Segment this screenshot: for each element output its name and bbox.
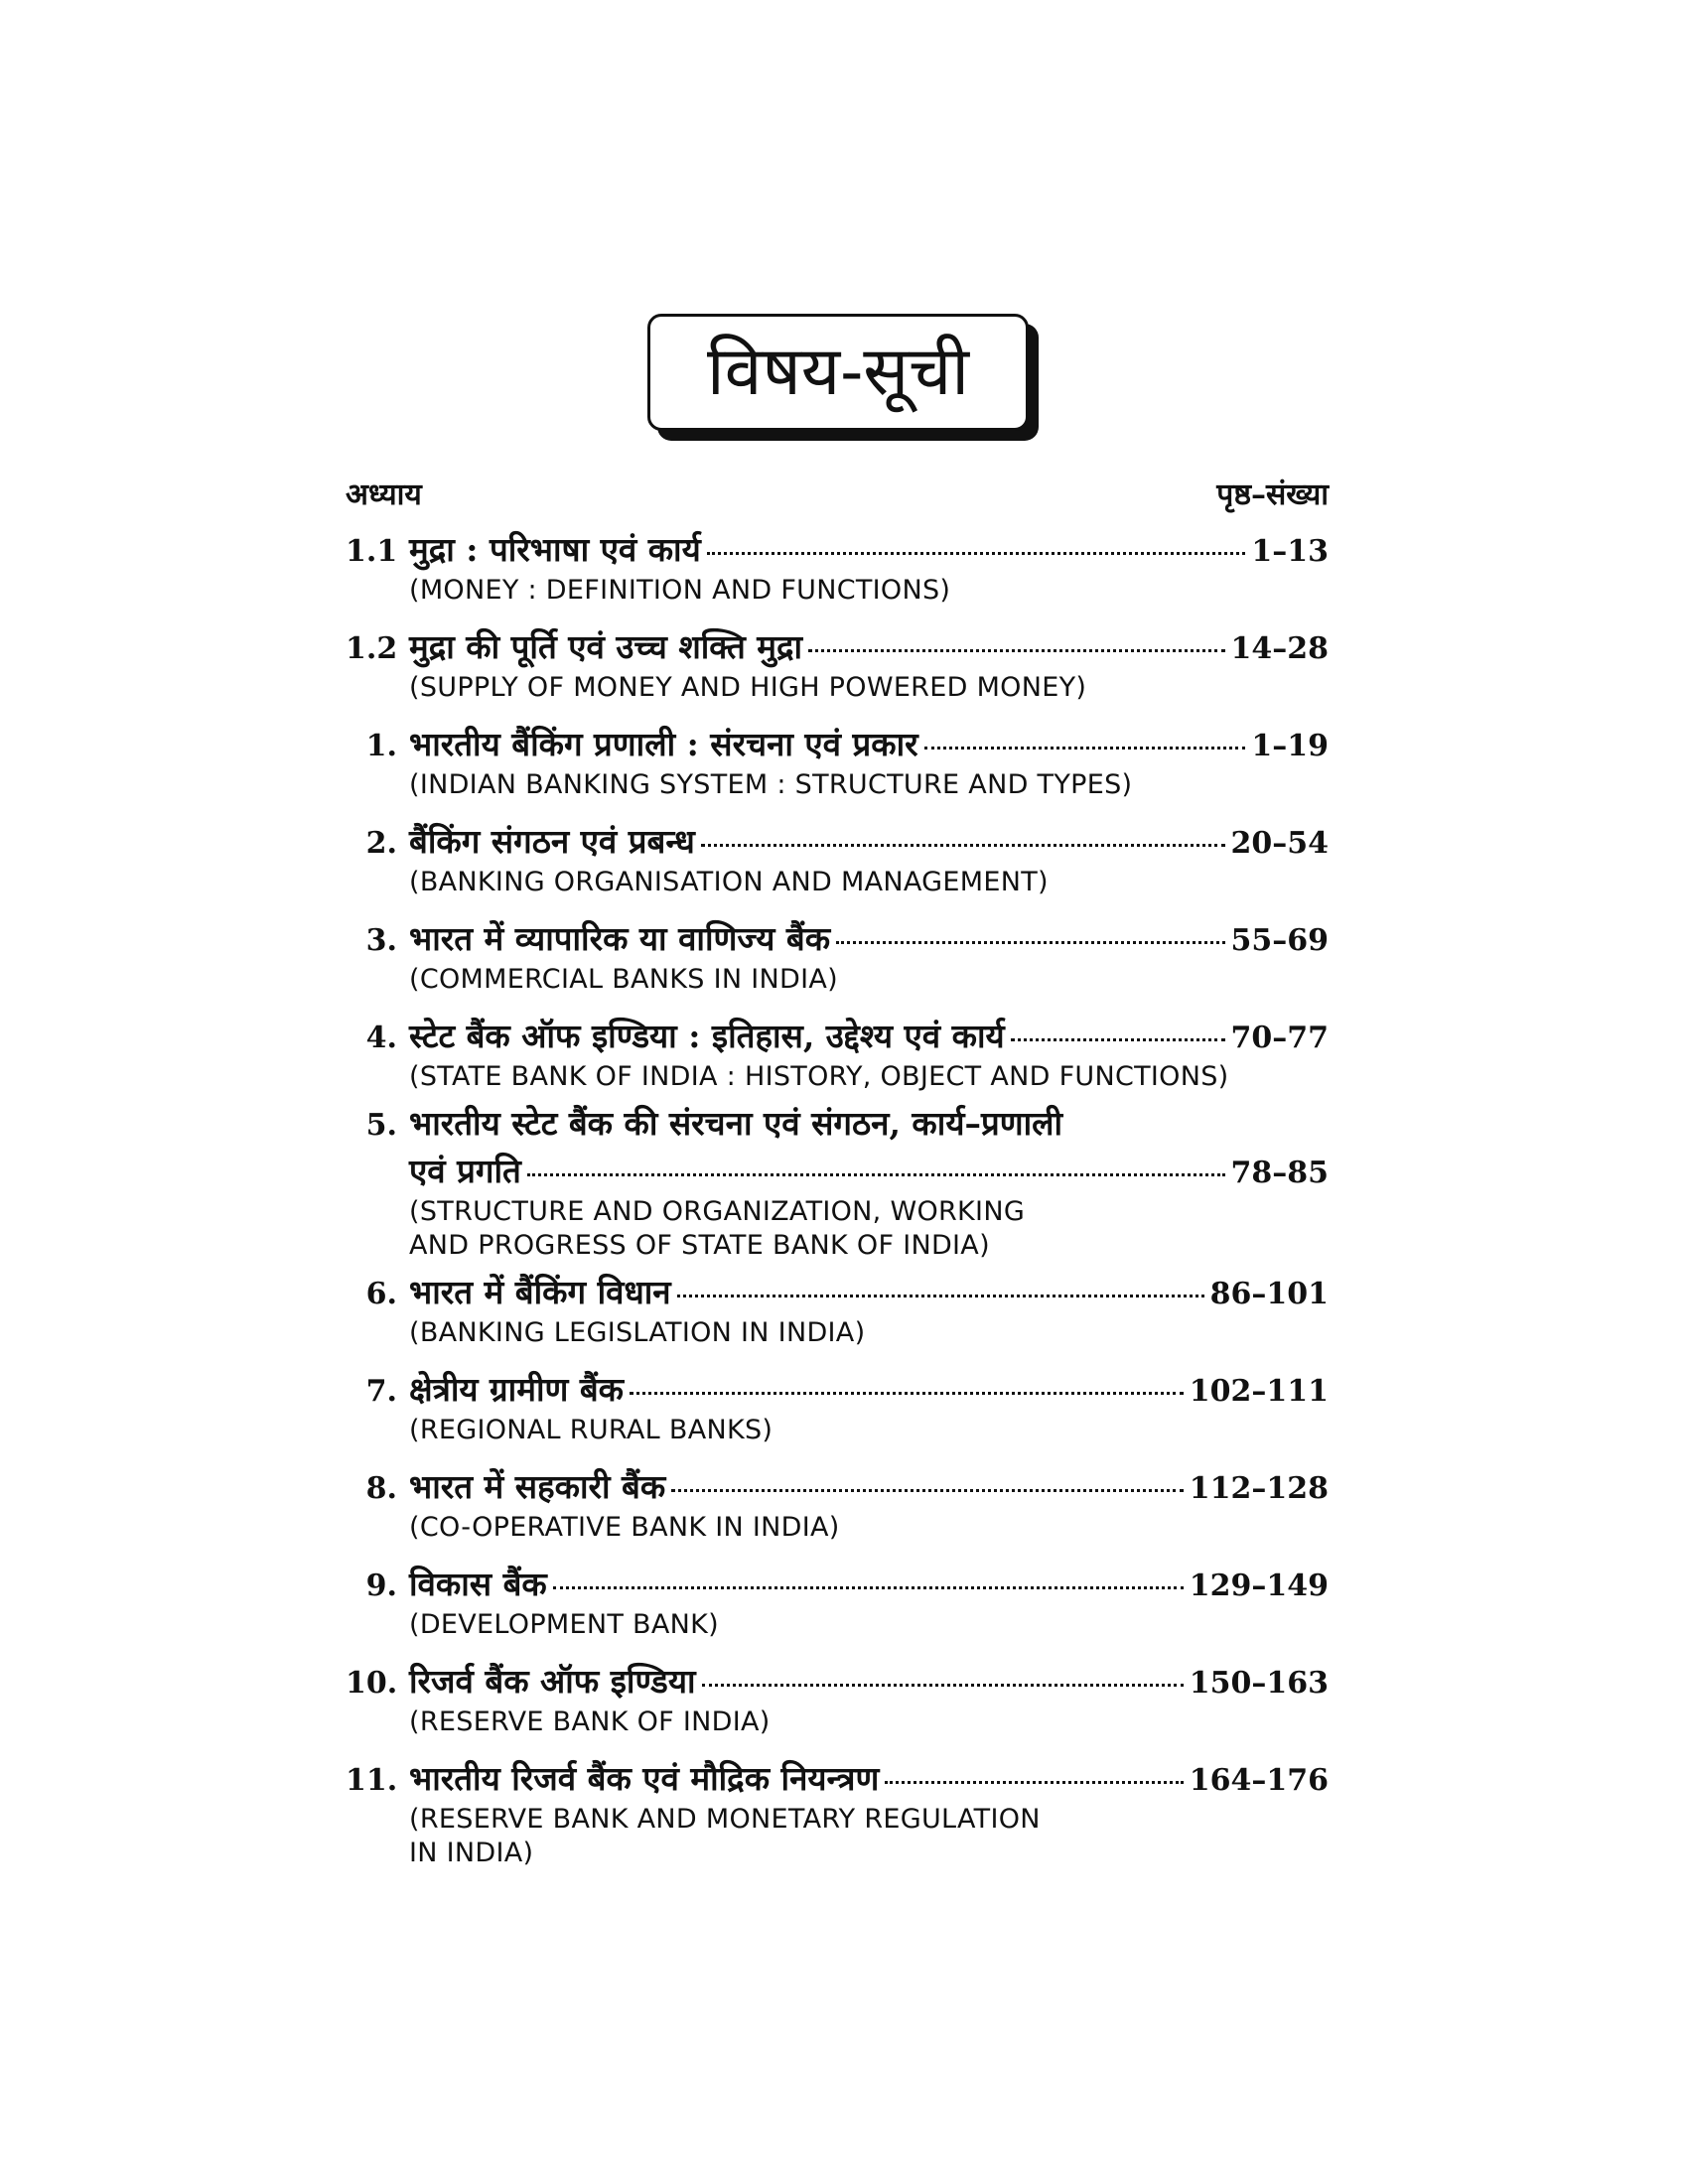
dot-leader — [808, 649, 1224, 652]
toc-entry-number: 7. — [365, 1374, 397, 1409]
toc-entry-number: 4. — [365, 1021, 397, 1055]
toc-entry — [346, 1658, 1329, 1739]
dot-leader — [553, 1586, 1184, 1589]
heading-box — [647, 314, 1029, 431]
toc-entry-title: बैंकिंग संगठन एवं प्रबन्ध — [409, 822, 695, 861]
toc-entry-english-title: (DEVELOPMENT BANK) — [409, 1609, 719, 1640]
toc-entry-english-title: (COMMERCIAL BANKS IN INDIA) — [409, 964, 838, 995]
toc-entry-title: स्टेट बैंक ऑफ इण्डिया : इतिहास, उद्देश्य एवं कार्य — [409, 1017, 1005, 1055]
toc-entry-english-title: (STATE BANK OF INDIA : HISTORY, OBJECT AND FUNCTIONS) — [409, 1061, 1229, 1092]
toc-entry — [346, 818, 1329, 899]
toc-entry-number: 1. — [365, 729, 397, 763]
toc-entry — [346, 1269, 1329, 1350]
toc-entry — [346, 915, 1329, 997]
toc-entry-english-title: (BANKING ORGANISATION AND MANAGEMENT) — [409, 867, 1049, 897]
toc-entry-pages: 20–54 — [1230, 826, 1329, 861]
toc-entry-pages: 102–111 — [1189, 1374, 1329, 1409]
toc-entry — [346, 623, 1329, 705]
toc-entry-title: भारत में बैंकिंग विधान — [409, 1273, 671, 1311]
toc-entry-title: भारत में व्यापारिक या वाणिज्य बैंक — [409, 919, 831, 958]
toc-entry-number: 1.1 — [346, 534, 398, 569]
toc-entry-english-title: (CO-OPERATIVE BANK IN INDIA) — [409, 1512, 840, 1543]
toc-entry-title: भारतीय स्टेट बैंक की संरचना एवं संगठन, कार्य–प्रणाली — [409, 1104, 1063, 1143]
toc-entry-pages: 86–101 — [1209, 1277, 1329, 1311]
toc-entry — [346, 1366, 1329, 1447]
toc-entry-english-title: (SUPPLY OF MONEY AND HIGH POWERED MONEY) — [409, 672, 1087, 703]
toc-entry — [346, 1013, 1329, 1094]
toc-entry-english-title: (MONEY : DEFINITION AND FUNCTIONS) — [409, 575, 951, 606]
column-header-chapter: अध्याय — [346, 478, 422, 512]
toc-entry-title: क्षेत्रीय ग्रामीण बैंक — [409, 1370, 625, 1409]
toc-entry-title: भारतीय बैंकिंग प्रणाली : संरचना एवं प्रकार — [409, 725, 918, 763]
toc-entry-pages: 164–176 — [1189, 1763, 1329, 1798]
toc-entry-number: 3. — [365, 923, 397, 958]
toc-entry-pages: 150–163 — [1189, 1666, 1329, 1701]
toc-entry-number: 2. — [365, 826, 397, 861]
dot-leader — [701, 844, 1225, 847]
toc-entry-title: रिजर्व बैंक ऑफ इण्डिया — [409, 1662, 696, 1701]
toc-entry-english-title: (RESERVE BANK AND MONETARY REGULATION — [409, 1804, 1041, 1835]
toc-entry-number: 6. — [365, 1277, 397, 1311]
dot-leader — [527, 1173, 1225, 1176]
dot-leader — [702, 1684, 1184, 1687]
toc-entry-number: 9. — [365, 1569, 397, 1603]
toc-entry-pages: 1–13 — [1251, 534, 1329, 569]
toc-entry-english-title: (INDIAN BANKING SYSTEM : STRUCTURE AND TYPES) — [409, 769, 1133, 800]
toc-entry-title: मुद्रा : परिभाषा एवं कार्य — [409, 530, 701, 569]
toc-entry-pages: 1–19 — [1251, 729, 1329, 763]
dot-leader — [707, 552, 1246, 555]
table-of-contents — [346, 526, 1329, 1870]
toc-entry-pages: 78–85 — [1230, 1156, 1329, 1190]
dot-leader — [630, 1392, 1184, 1395]
toc-entry-pages: 112–128 — [1189, 1471, 1329, 1506]
toc-entry-english-title-continued: IN INDIA) — [409, 1838, 534, 1868]
toc-entry-pages: 55–69 — [1230, 923, 1329, 958]
toc-entry-english-title: (BANKING LEGISLATION IN INDIA) — [409, 1317, 866, 1348]
toc-entry — [346, 526, 1329, 608]
toc-entry — [346, 1755, 1329, 1870]
dot-leader — [924, 747, 1246, 750]
toc-entry-pages: 129–149 — [1189, 1569, 1329, 1603]
dot-leader — [671, 1489, 1184, 1492]
toc-entry-english-title: (RESERVE BANK OF INDIA) — [409, 1706, 771, 1737]
dot-leader — [885, 1781, 1183, 1784]
toc-entry-number: 8. — [365, 1471, 397, 1506]
toc-entry-title: भारत में सहकारी बैंक — [409, 1467, 666, 1506]
toc-entry-english-title-continued: AND PROGRESS OF STATE BANK OF INDIA) — [409, 1230, 990, 1261]
dot-leader — [677, 1295, 1204, 1297]
dot-leader — [836, 941, 1224, 944]
dot-leader — [1011, 1038, 1225, 1041]
toc-entry-pages: 14–28 — [1230, 631, 1329, 666]
toc-entry-pages: 70–77 — [1230, 1021, 1329, 1055]
page-title: विषय-सूची — [647, 314, 1029, 431]
toc-entry-english-title: (REGIONAL RURAL BANKS) — [409, 1415, 774, 1445]
toc-entry-number: 10. — [346, 1666, 398, 1701]
column-header-page-number: पृष्ठ–संख्या — [1216, 478, 1329, 512]
toc-entry-number: 11. — [346, 1763, 398, 1798]
toc-entry-number: 1.2 — [346, 631, 398, 666]
toc-entry-title: भारतीय रिजर्व बैंक एवं मौद्रिक नियन्त्रण — [409, 1759, 880, 1798]
toc-entry — [346, 1463, 1329, 1545]
toc-entry — [346, 1561, 1329, 1642]
toc-entry — [346, 1100, 1329, 1263]
toc-entry-title-continued: एवं प्रगति — [409, 1152, 521, 1190]
toc-entry-number: 5. — [365, 1108, 397, 1143]
toc-entry — [346, 721, 1329, 802]
toc-entry-title: मुद्रा की पूर्ति एवं उच्च शक्ति मुद्रा — [409, 627, 803, 666]
toc-entry-title: विकास बैंक — [409, 1565, 547, 1603]
toc-entry-english-title: (STRUCTURE AND ORGANIZATION, WORKING — [409, 1196, 1026, 1227]
